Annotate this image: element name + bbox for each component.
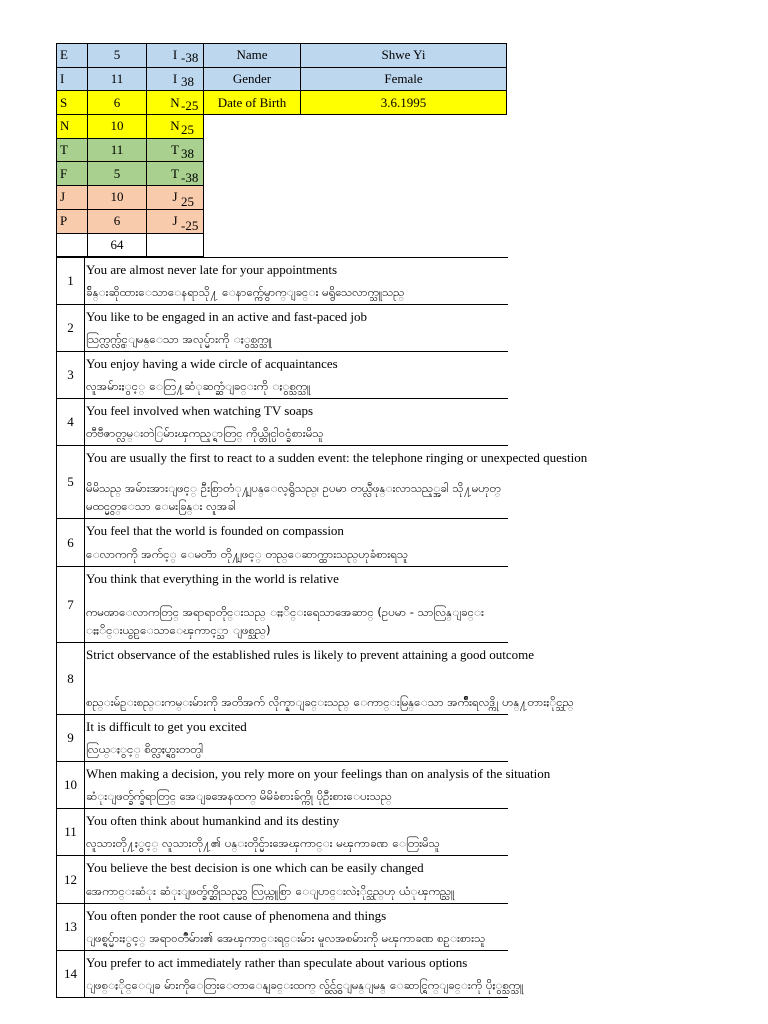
total-value: 64 bbox=[88, 233, 147, 257]
question-english: You often ponder the root cause of phenomena and things bbox=[86, 908, 387, 923]
score-difference: -25 bbox=[181, 218, 199, 233]
question-english: You are usually the first to react to a sudden event: the telephone ringing or unexpected question bbox=[86, 450, 588, 465]
question-row bbox=[56, 567, 508, 643]
question-number: 3 bbox=[57, 352, 85, 398]
score-letter: P bbox=[57, 209, 88, 233]
score-type: I bbox=[147, 67, 204, 91]
score-letter: F bbox=[57, 162, 88, 186]
question-myanmar: လူအမ်ားႏွင့္ ေတြ႔ဆံုဆက္ဆံျခင္းကို ႏွစ္သက္သူ bbox=[86, 379, 311, 393]
question-number: 13 bbox=[57, 904, 85, 950]
question-myanmar: တီဗီဇာတ္လမ္းတဲြမ်ားၾကည့္ရာတြင္ ကိုယ္တိုင္ပါဝင္ခံစားမိသူ bbox=[86, 426, 324, 440]
score-type: T bbox=[147, 162, 204, 186]
question-row bbox=[56, 519, 508, 567]
gender-label: Gender bbox=[204, 67, 301, 91]
question-number: 6 bbox=[57, 519, 85, 566]
question-myanmar: စည္းမ်ဥ္းစည္းကမ္းမ်ားကို အတိအက် လိုက္နာျခင္းသည္ ေကာင္းမြန္ေသာ အက်ိဳးရလဒ္ကို ဟန္႔တားႏိုင္သည္ bbox=[86, 695, 574, 709]
question-row bbox=[56, 856, 508, 904]
question-list bbox=[56, 257, 588, 998]
question-row bbox=[56, 951, 524, 998]
question-myanmar: ကမၻာေလာကတြင္ အရာရာတိုင္းသည္ ႏႈိင္းရေသာအေဆာင္ (ဥပမာ - သာလြန္ျခင္း ႏႈိင္းယွဥ္ေသာေၾကာင့္သာ ျဖစ္သည္) bbox=[86, 605, 484, 637]
score-type: N bbox=[147, 115, 204, 139]
name-row bbox=[204, 44, 507, 68]
question-row bbox=[56, 258, 508, 305]
question-myanmar: သြက္လက္လွ်င္ျမန္ေသာ အလုပ္မ်ားကို ႏွစ္သက္သူ bbox=[86, 332, 272, 346]
score-value: 10 bbox=[88, 115, 147, 139]
question-number: 4 bbox=[57, 399, 85, 445]
question-row bbox=[56, 904, 508, 951]
score-letter: E bbox=[57, 44, 88, 68]
question-row bbox=[56, 399, 508, 446]
score-type: T bbox=[147, 138, 204, 162]
score-letter: N bbox=[57, 115, 88, 139]
question-row bbox=[56, 352, 508, 399]
question-myanmar: ေလာကကို အက်င့္ ေမတၱာ တို႔ျဖင့္ တည္ေဆာက္ထားသည္ဟုခံစားရသူ bbox=[86, 547, 408, 561]
question-row bbox=[56, 643, 574, 715]
total-spacer bbox=[57, 233, 88, 257]
question-myanmar: လူသားတို႔ႏွင့္ လူသားတို႔၏ ပန္းတိုင္မ်ားအေၾကာင္း မၾကာခဏ ေတြးမိသူ bbox=[86, 836, 440, 850]
score-letter: S bbox=[57, 91, 88, 115]
question-number: 10 bbox=[57, 762, 85, 808]
name-value: Shwe Yi bbox=[301, 44, 507, 68]
score-value: 10 bbox=[88, 186, 147, 210]
score-value: 11 bbox=[88, 138, 147, 162]
question-myanmar: လြယ္ႏွင့္ စိတ္လႈပ္ရွားတတ္ပါ bbox=[86, 742, 204, 756]
score-value: 5 bbox=[88, 162, 147, 186]
question-row bbox=[56, 446, 588, 519]
score-difference: -38 bbox=[181, 170, 199, 185]
score-difference: -38 bbox=[181, 50, 199, 65]
question-myanmar: ဆံုးျဖတ္ခ်က္ခ်ရာတြင္ အေျခအေနထက္ မိမိခံစားခ်က္ကို ပိုဦးစားေပးသည္ bbox=[86, 789, 392, 803]
question-english: You enjoy having a wide circle of acquaintances bbox=[86, 356, 338, 371]
gender-value: Female bbox=[301, 67, 507, 91]
dob-row bbox=[204, 91, 507, 115]
question-number: 7 bbox=[57, 567, 85, 642]
question-row bbox=[56, 809, 508, 856]
question-number: 8 bbox=[57, 643, 85, 714]
score-type: I bbox=[147, 44, 204, 68]
question-row bbox=[56, 305, 508, 352]
question-myanmar: ခ်ိန္းဆိုထားေသာေနရာသို႔ ေနာက္က်ေမွာက္ျခင္း မရွိသေလာက္သူသည္ bbox=[86, 285, 405, 299]
score-value: 11 bbox=[88, 67, 147, 91]
question-english: You are almost never late for your appointments bbox=[86, 262, 338, 277]
question-row bbox=[56, 715, 508, 762]
score-type: J bbox=[147, 186, 204, 210]
question-english: You believe the best decision is one which can be easily changed bbox=[86, 860, 424, 875]
question-english: You often think about humankind and its destiny bbox=[86, 813, 340, 828]
question-number: 5 bbox=[57, 446, 85, 518]
profile-table bbox=[203, 43, 507, 115]
question-english: You think that everything in the world is relative bbox=[86, 571, 339, 586]
question-number: 2 bbox=[57, 305, 85, 351]
score-letter: T bbox=[57, 138, 88, 162]
score-difference: 25 bbox=[181, 194, 194, 209]
question-english: When making a decision, you rely more on your feelings than on analysis of the situation bbox=[86, 766, 551, 781]
score-difference: 38 bbox=[181, 74, 194, 89]
question-english: It is difficult to get you excited bbox=[86, 719, 247, 734]
score-difference: -25 bbox=[181, 98, 199, 113]
score-value: 6 bbox=[88, 91, 147, 115]
dob-label: Date of Birth bbox=[204, 91, 301, 115]
score-type: N bbox=[147, 91, 204, 115]
question-myanmar: ျဖစ္ႏိုင္ေျခ မ်ားကိုေတြးေတာေနျခင္းထက္ လွ်င္လွ်င္ျမန္ျမန္ ေဆာင္ရြက္ျခင္းကို ပိုႏွစ္သက္သူ bbox=[86, 978, 524, 992]
question-english: You feel that the world is founded on compassion bbox=[86, 523, 344, 538]
score-value: 6 bbox=[88, 209, 147, 233]
question-english: You like to be engaged in an active and fast-paced job bbox=[86, 309, 367, 324]
question-myanmar: အေကာင္းဆံုး ဆံုးျဖတ္ခ်က္ဆိုသည္မွာ လြယ္ကူစြာ ေျပာင္းလဲႏိုင္သည္ဟု ယံုၾကည္သူ bbox=[86, 884, 455, 898]
question-myanmar: ျဖစ္ရပ္မ်ားႏွင့္ အရာဝတၳဳမ်ား၏ အေၾကာင္းရင္းမ်ား မူလအစမ်ားကို မၾကာခဏ စဥ္းစားသူ bbox=[86, 931, 486, 945]
score-value: 5 bbox=[88, 44, 147, 68]
question-row bbox=[56, 762, 551, 809]
score-difference: 25 bbox=[181, 122, 194, 137]
question-myanmar: မိမိသည္ အမ်ားအားျဖင့္ ဦးစြာတံု႔ျပန္ေလ့ရွိသည္၊ ဥပမာ တယ္လီဖုန္းလာသည့္အခါ သို႔မဟုတ္ မထင္မွတ္ေသာ ေမးခြန္း လူအခါ bbox=[86, 481, 501, 513]
question-number: 12 bbox=[57, 856, 85, 903]
question-number: 9 bbox=[57, 715, 85, 761]
score-letter: J bbox=[57, 186, 88, 210]
name-label: Name bbox=[204, 44, 301, 68]
question-english: You feel involved when watching TV soaps bbox=[86, 403, 314, 418]
question-english: Strict observance of the established rules is likely to prevent attaining a good outcome bbox=[86, 647, 535, 662]
score-letter: I bbox=[57, 67, 88, 91]
question-number: 11 bbox=[57, 809, 85, 855]
score-type: J bbox=[147, 209, 204, 233]
dob-value: 3.6.1995 bbox=[301, 91, 507, 115]
score-difference: 38 bbox=[181, 146, 194, 161]
question-english: You prefer to act immediately rather than speculate about various options bbox=[86, 955, 468, 970]
question-number: 14 bbox=[57, 951, 85, 997]
question-number: 1 bbox=[57, 258, 85, 304]
gender-row bbox=[204, 67, 507, 91]
